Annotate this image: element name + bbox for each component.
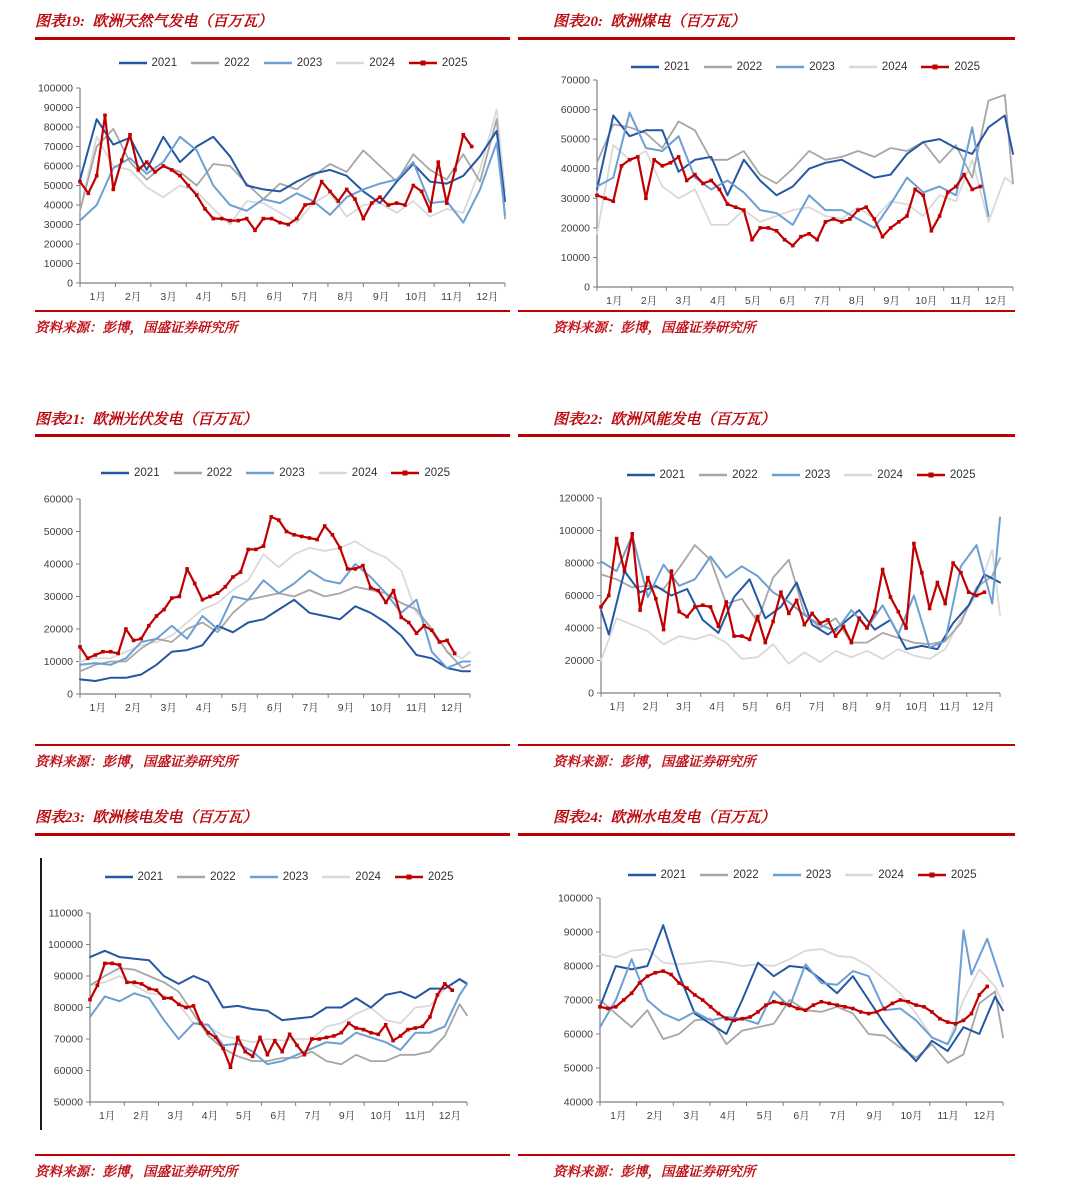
svg-text:5月: 5月 (744, 295, 762, 307)
svg-text:2月: 2月 (124, 291, 142, 303)
svg-text:6月: 6月 (793, 1110, 810, 1122)
legend-label: 2025 (950, 869, 977, 881)
figure-24 (518, 806, 1015, 1198)
legend-label: 2023 (282, 871, 309, 883)
svg-text:12月: 12月 (972, 701, 995, 713)
svg-text:8月: 8月 (337, 291, 354, 303)
svg-text:3月: 3月 (675, 701, 693, 713)
legend-label: 2024 (369, 57, 395, 69)
svg-text:1月: 1月 (98, 1110, 116, 1122)
series-line-2025 (80, 115, 472, 230)
title-rule (35, 434, 510, 437)
svg-text:30000: 30000 (43, 591, 73, 603)
svg-text:1月: 1月 (89, 702, 106, 714)
svg-text:60000: 60000 (564, 590, 594, 602)
source-rule (518, 1154, 1015, 1156)
legend-label: 2021 (660, 869, 687, 881)
series-line-2025 (90, 963, 452, 1067)
figure-23-canvas (35, 842, 510, 1142)
svg-text:10000: 10000 (43, 656, 73, 668)
svg-text:9月: 9月 (875, 701, 892, 713)
svg-text:80000: 80000 (563, 960, 593, 973)
svg-text:50000: 50000 (563, 1062, 593, 1075)
series-line-2022 (90, 968, 467, 1064)
svg-text:3月: 3月 (160, 702, 177, 714)
svg-text:4月: 4月 (201, 1110, 219, 1122)
svg-text:4月: 4月 (710, 295, 727, 307)
svg-text:9月: 9月 (883, 295, 900, 307)
svg-text:1月: 1月 (606, 295, 623, 307)
svg-text:40000: 40000 (43, 199, 73, 212)
svg-text:3月: 3月 (167, 1110, 184, 1122)
series-line-2024 (601, 550, 1000, 664)
svg-text:10月: 10月 (900, 1110, 923, 1122)
svg-text:10000: 10000 (43, 258, 73, 270)
figure-21-title: 图表21: 欧洲光伏发电（百万瓦） (35, 412, 258, 428)
svg-text:110000: 110000 (48, 907, 83, 920)
legend-label: 2021 (659, 469, 686, 481)
svg-text:2月: 2月 (125, 702, 142, 714)
legend-label: 2022 (210, 871, 236, 883)
svg-text:0: 0 (67, 277, 73, 290)
svg-text:2月: 2月 (646, 1110, 664, 1122)
svg-text:5月: 5月 (231, 291, 248, 303)
svg-text:90000: 90000 (53, 970, 83, 983)
legend-label: 2024 (355, 871, 381, 883)
svg-text:12月: 12月 (984, 295, 1007, 307)
series-line-2022 (597, 95, 1013, 184)
svg-text:12月: 12月 (973, 1110, 996, 1122)
title-rule (35, 37, 510, 40)
figure-20-title: 图表20: 欧洲煤电（百万瓦） (553, 14, 746, 30)
svg-text:20000: 20000 (43, 623, 73, 636)
legend-label: 2025 (424, 467, 450, 479)
svg-text:80000: 80000 (43, 121, 73, 134)
title-rule (518, 434, 1015, 437)
svg-text:10月: 10月 (370, 1110, 393, 1122)
svg-text:4月: 4月 (195, 702, 213, 714)
svg-text:11月: 11月 (950, 295, 972, 307)
svg-text:10月: 10月 (405, 291, 428, 303)
legend-label: 2025 (949, 469, 976, 481)
svg-text:7月: 7月 (302, 702, 319, 714)
figure-23-title: 图表23: 欧洲核电发电（百万瓦） (35, 810, 258, 826)
svg-text:60000: 60000 (53, 1065, 83, 1077)
figure-24-title: 图表24: 欧洲水电发电（百万瓦） (553, 810, 776, 826)
svg-text:9月: 9月 (372, 291, 390, 303)
svg-text:70000: 70000 (563, 994, 593, 1007)
svg-text:2月: 2月 (642, 701, 660, 713)
svg-text:6月: 6月 (266, 291, 283, 303)
legend-label: 2024 (351, 467, 378, 479)
svg-text:3月: 3月 (683, 1110, 700, 1122)
svg-text:50000: 50000 (560, 133, 590, 146)
svg-text:60000: 60000 (43, 493, 73, 506)
svg-text:30000: 30000 (560, 192, 590, 205)
svg-text:12月: 12月 (476, 291, 499, 303)
svg-text:10月: 10月 (915, 295, 938, 307)
figure-22-title: 图表22: 欧洲风能发电（百万瓦） (553, 412, 776, 428)
legend-label: 2025 (427, 871, 454, 883)
figure-21-source: 资料来源：彭博，国盛证券研究所 (35, 754, 238, 769)
legend-label: 2023 (296, 57, 323, 69)
legend-label: 2023 (279, 467, 305, 479)
legend-label: 2023 (805, 869, 832, 881)
source-rule (35, 310, 510, 312)
svg-text:3月: 3月 (160, 291, 177, 303)
svg-text:9月: 9月 (337, 702, 355, 714)
svg-text:6月: 6月 (270, 1110, 287, 1122)
svg-text:70000: 70000 (43, 141, 73, 153)
legend-label: 2022 (224, 57, 250, 69)
svg-text:2月: 2月 (640, 295, 658, 307)
series-line-2025 (80, 517, 455, 658)
svg-text:8月: 8月 (848, 295, 866, 307)
figure-19-source: 资料来源：彭博，国盛证券研究所 (35, 320, 238, 335)
source-rule (35, 1154, 510, 1156)
svg-text:50000: 50000 (53, 1096, 83, 1109)
svg-text:0: 0 (584, 281, 590, 294)
title-rule (35, 833, 510, 836)
figure-19-canvas (35, 44, 510, 308)
svg-text:80000: 80000 (564, 557, 594, 570)
svg-text:10000: 10000 (560, 251, 590, 264)
svg-text:5月: 5月 (231, 702, 248, 714)
svg-text:60000: 60000 (563, 1028, 593, 1041)
series-line-2021 (600, 925, 1003, 1061)
svg-text:70000: 70000 (53, 1033, 83, 1046)
source-rule (518, 744, 1015, 746)
figure-20-canvas (518, 44, 1015, 308)
legend-label: 2025 (441, 57, 468, 69)
svg-text:1月: 1月 (610, 1110, 627, 1122)
series-line-2023 (80, 564, 470, 668)
figure-22 (518, 408, 1015, 790)
svg-text:100000: 100000 (47, 939, 83, 951)
svg-text:3月: 3月 (675, 295, 692, 307)
svg-text:40000: 40000 (563, 1096, 593, 1109)
svg-text:100000: 100000 (37, 82, 73, 95)
svg-text:7月: 7月 (808, 701, 826, 713)
svg-text:12月: 12月 (438, 1110, 461, 1122)
svg-text:40000: 40000 (564, 622, 594, 635)
figure-20 (518, 10, 1015, 355)
svg-text:20000: 20000 (564, 655, 594, 667)
svg-text:20000: 20000 (43, 238, 73, 251)
svg-text:30000: 30000 (43, 219, 73, 231)
series-line-2024 (80, 109, 505, 224)
svg-text:7月: 7月 (304, 1110, 321, 1122)
series-line-2021 (80, 119, 505, 203)
figure-22-source: 资料来源：彭博，国盛证券研究所 (553, 754, 756, 769)
svg-text:1月: 1月 (89, 291, 106, 303)
svg-text:11月: 11月 (406, 702, 428, 714)
svg-text:7月: 7月 (814, 295, 831, 307)
title-rule (518, 833, 1015, 836)
svg-text:0: 0 (588, 687, 594, 700)
legend-label: 2021 (137, 871, 164, 883)
figure-20-source: 资料来源：彭博，国盛证券研究所 (553, 320, 756, 335)
svg-text:5月: 5月 (236, 1110, 253, 1122)
svg-text:11月: 11月 (939, 701, 961, 713)
legend-label: 2022 (206, 467, 233, 479)
figure-23-source: 资料来源：彭博，国盛证券研究所 (35, 1164, 238, 1179)
series-line-2022 (600, 992, 1003, 1063)
series-line-2022 (80, 119, 505, 218)
svg-text:6月: 6月 (266, 702, 284, 714)
legend-label: 2025 (954, 61, 980, 73)
legend-label: 2024 (877, 469, 903, 481)
svg-text:100000: 100000 (558, 525, 594, 537)
svg-text:6月: 6月 (775, 701, 793, 713)
legend-label: 2022 (736, 61, 763, 73)
svg-text:10月: 10月 (905, 701, 928, 713)
svg-text:50000: 50000 (43, 180, 73, 192)
figure-19 (35, 10, 510, 355)
figure-24-source: 资料来源：彭博，国盛证券研究所 (553, 1164, 756, 1179)
svg-text:11月: 11月 (937, 1110, 959, 1122)
figure-24-canvas (518, 842, 1015, 1142)
series-line-2023 (600, 930, 1003, 1044)
svg-text:11月: 11月 (441, 291, 463, 303)
svg-text:5月: 5月 (742, 701, 759, 713)
svg-text:4月: 4月 (195, 291, 213, 303)
legend-label: 2024 (878, 869, 904, 881)
svg-text:10月: 10月 (370, 702, 393, 714)
figure-21-canvas (35, 442, 510, 722)
figure-19-title: 图表19: 欧洲天然气发电（百万瓦） (35, 14, 273, 30)
series-line-2024 (600, 949, 1003, 1044)
svg-text:4月: 4月 (709, 701, 726, 713)
title-rule (518, 37, 1015, 40)
legend-label: 2021 (151, 57, 178, 69)
svg-text:90000: 90000 (43, 102, 73, 114)
source-rule (518, 310, 1015, 312)
svg-text:70000: 70000 (560, 74, 590, 87)
svg-text:12月: 12月 (441, 702, 464, 714)
svg-text:80000: 80000 (53, 1002, 83, 1014)
svg-text:11月: 11月 (404, 1110, 427, 1122)
series-line-2023 (601, 518, 1000, 648)
svg-text:50000: 50000 (43, 526, 73, 538)
svg-text:100000: 100000 (557, 892, 593, 905)
svg-text:120000: 120000 (558, 492, 594, 505)
legend-label: 2022 (733, 869, 759, 881)
svg-text:2月: 2月 (133, 1110, 150, 1122)
legend-label: 2022 (732, 469, 758, 481)
svg-text:1月: 1月 (609, 701, 626, 713)
figure-21 (35, 408, 510, 790)
svg-text:40000: 40000 (43, 558, 73, 571)
figure-22-canvas (518, 442, 1015, 722)
svg-text:4月: 4月 (720, 1110, 737, 1122)
svg-text:0: 0 (67, 688, 73, 701)
svg-text:5月: 5月 (756, 1110, 774, 1122)
legend-label: 2021 (134, 467, 160, 479)
source-rule (35, 744, 510, 746)
svg-text:8月: 8月 (842, 701, 859, 713)
svg-text:7月: 7月 (302, 291, 319, 303)
svg-text:6月: 6月 (779, 295, 796, 307)
figure-23 (35, 806, 510, 1198)
svg-text:7月: 7月 (829, 1110, 847, 1122)
series-line-2021 (90, 951, 467, 1020)
legend-label: 2023 (804, 469, 831, 481)
svg-text:90000: 90000 (563, 926, 593, 939)
svg-text:9月: 9月 (338, 1110, 356, 1122)
legend-label: 2021 (664, 61, 690, 73)
legend-label: 2023 (809, 61, 835, 73)
legend-label: 2024 (881, 61, 908, 73)
svg-text:60000: 60000 (43, 160, 73, 173)
svg-text:40000: 40000 (560, 163, 590, 176)
svg-text:60000: 60000 (560, 104, 590, 117)
svg-text:9月: 9月 (866, 1110, 883, 1122)
svg-text:20000: 20000 (560, 222, 590, 235)
